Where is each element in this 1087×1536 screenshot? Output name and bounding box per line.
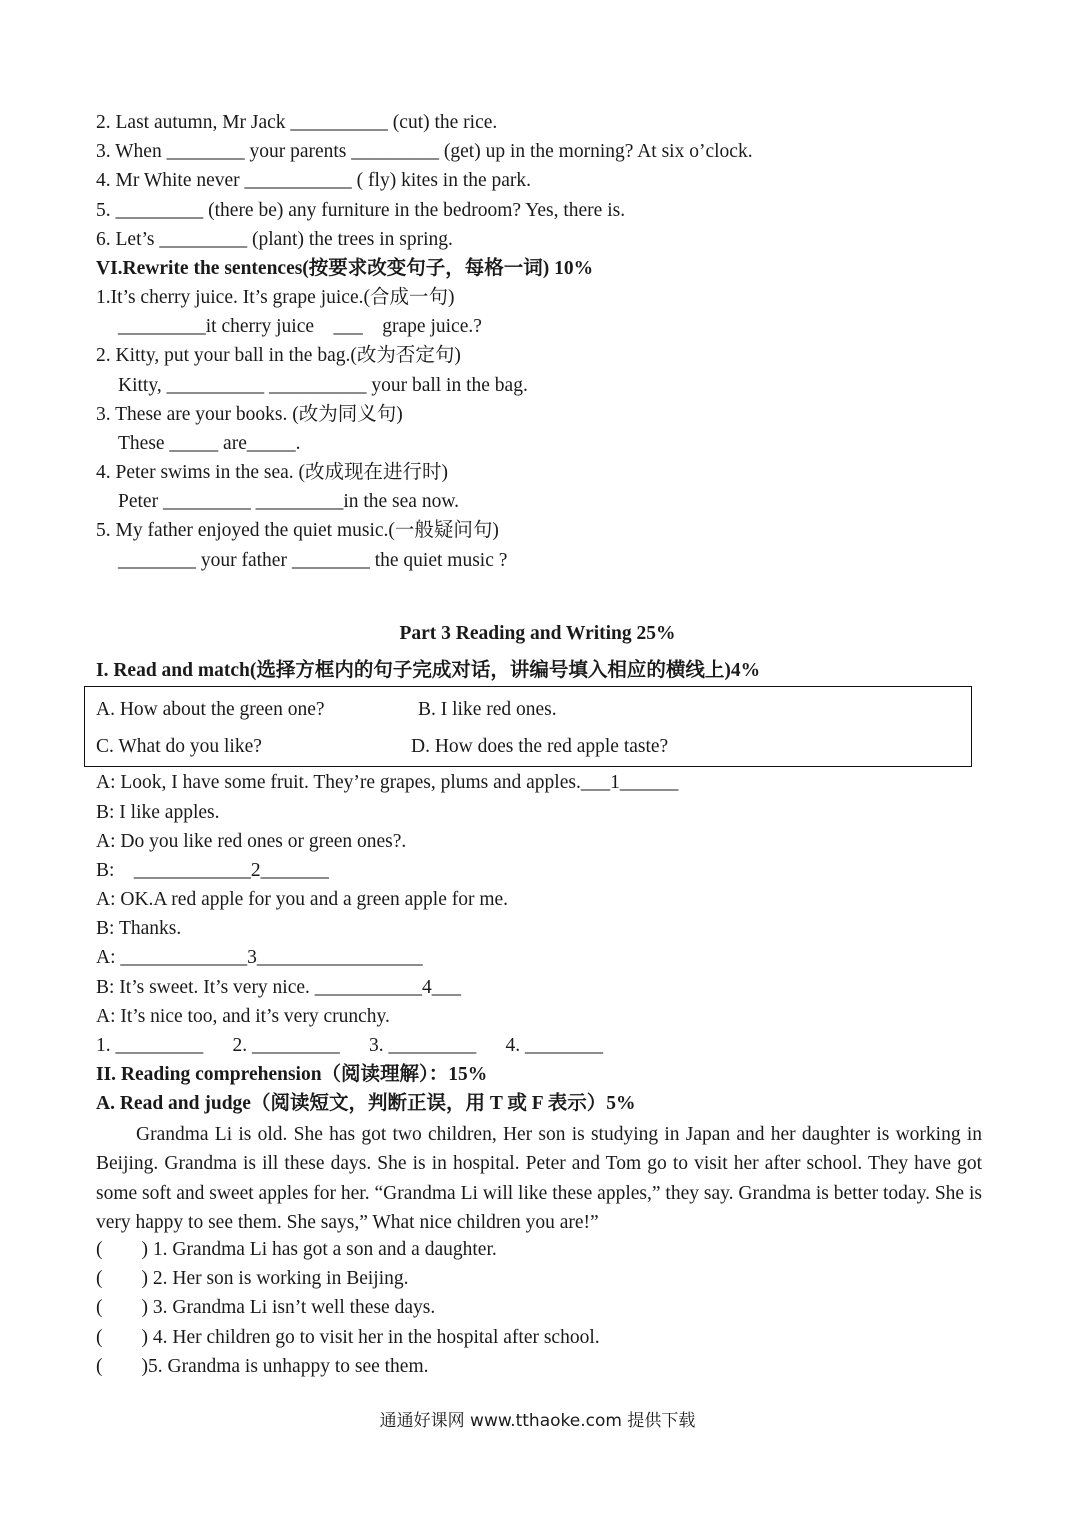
option-d: D. How does the red apple taste? <box>411 736 669 757</box>
dialogue-line-1: A: Look, I have some fruit. They’re grapes, plums and apples.___1______ <box>96 772 679 793</box>
rewrite-answer-2: Kitty, __________ __________ your ball in the bag. <box>118 375 528 396</box>
match-heading: I. Read and match(选择方框内的句子完成对话，讲编号填入相应的横线上)4% <box>96 660 761 681</box>
judge-heading: A. Read and judge（阅读短文，判断正误，用 T 或 F 表示）5% <box>96 1093 636 1114</box>
judge-item-3: ( ) 3. Grandma Li isn’t well these days. <box>96 1297 436 1318</box>
verb-item-4: 4. Mr White never ___________ ( fly) kites in the park. <box>96 170 532 191</box>
rewrite-question-2: 2. Kitty, put your ball in the bag.(改为否定句) <box>96 345 461 366</box>
rewrite-answer-5: ________ your father ________ the quiet music ? <box>118 550 508 571</box>
option-c: C. What do you like? <box>96 736 262 757</box>
rewrite-question-5: 5. My father enjoyed the quiet music.(一般疑问句) <box>96 520 499 541</box>
verb-item-5: 5. _________ (there be) any furniture in the bedroom? Yes, there is. <box>96 200 626 221</box>
footer-text: 通通好课网 www.tthaoke.com 提供下载 <box>379 1411 696 1431</box>
dialogue-line-6: B: Thanks. <box>96 918 182 939</box>
rewrite-question-4: 4. Peter swims in the sea. (改成现在进行时) <box>96 462 449 483</box>
dialogue-line-5: A: OK.A red apple for you and a green apple for me. <box>96 889 509 910</box>
judge-item-1: ( ) 1. Grandma Li has got a son and a daughter. <box>96 1239 497 1260</box>
dialogue-line-9: A: It’s nice too, and it’s very crunchy. <box>96 1006 390 1027</box>
rewrite-question-1: 1.It’s cherry juice. It’s grape juice.(合成一句) <box>96 287 455 308</box>
dialogue-line-7: A: _____________3_________________ <box>96 947 423 968</box>
judge-item-2: ( ) 2. Her son is working in Beijing. <box>96 1268 409 1289</box>
reading-heading: II. Reading comprehension（阅读理解）：15% <box>96 1064 488 1085</box>
dialogue-line-8: B: It’s sweet. It’s very nice. ___________4___ <box>96 977 462 998</box>
reading-passage <box>96 1120 982 1237</box>
judge-item-4: ( ) 4. Her children go to visit her in the hospital after school. <box>96 1327 600 1348</box>
verb-item-6: 6. Let’s _________ (plant) the trees in spring. <box>96 229 453 250</box>
dialogue-line-2: B: I like apples. <box>96 802 220 823</box>
rewrite-question-3: 3. These are your books. (改为同义句) <box>96 404 403 425</box>
options-box <box>84 686 972 767</box>
judge-item-5: ( )5. Grandma is unhappy to see them. <box>96 1356 429 1377</box>
rewrite-answer-3: These _____ are_____. <box>118 433 301 454</box>
option-b: B. I like red ones. <box>418 699 557 720</box>
dialogue-line-3: A: Do you like red ones or green ones?. <box>96 831 407 852</box>
answer-blanks-row: 1. _________ 2. _________ 3. _________ 4. ________ <box>96 1035 603 1056</box>
passage-text: Grandma Li is old. She has got two children, Her son is studying in Japan and her daughter is working in Beijing. Grandma is ill these days. She is in hospital. Peter and Tom go to visit her after school. They have got some soft and sweet apples for her. “Grandma Li will like these apples,” they say. Grandma is better today. She is very happy to see them. She says,” What nice children you are!” <box>96 1124 982 1233</box>
option-a: A. How about the green one? <box>96 699 325 720</box>
dialogue-line-4: B: ____________2_______ <box>96 860 329 881</box>
rewrite-answer-4: Peter _________ _________in the sea now. <box>118 491 460 512</box>
rewrite-heading: VI.Rewrite the sentences(按要求改变句子，每格一词) 10% <box>96 258 594 279</box>
rewrite-answer-1: _________it cherry juice ___ grape juice.? <box>118 316 482 337</box>
part3-title: Part 3 Reading and Writing 25% <box>399 623 676 644</box>
verb-item-2: 2. Last autumn, Mr Jack __________ (cut) the rice. <box>96 112 498 133</box>
verb-item-3: 3. When ________ your parents _________ (get) up in the morning? At six o’clock. <box>96 141 753 162</box>
